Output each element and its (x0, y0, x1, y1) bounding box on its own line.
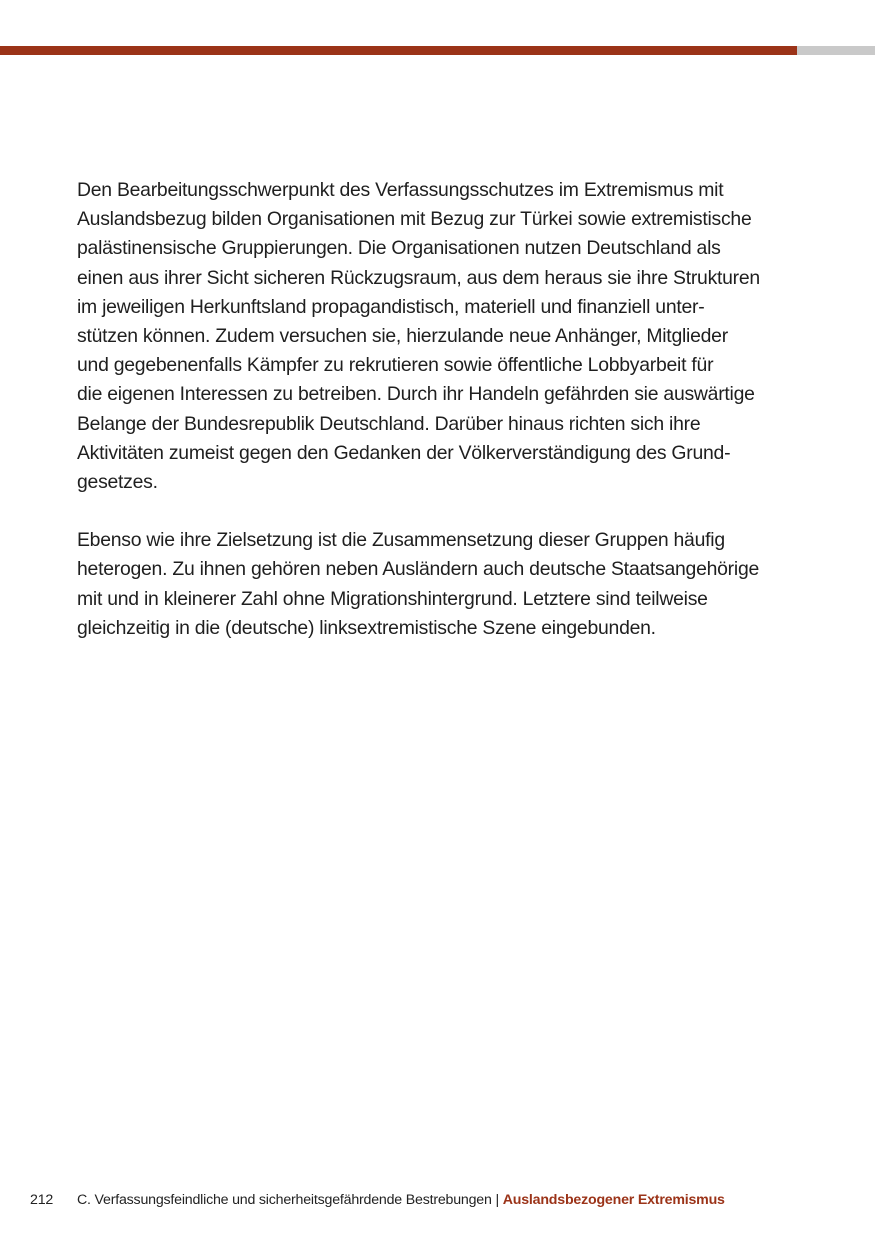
paragraph-line: Aktivitäten zumeist gegen den Gedanken der Völkerverständigung des Grund- (77, 441, 731, 464)
paragraph-line: und gegebenenfalls Kämpfer zu rekrutieren sowie öffentliche Lobbyarbeit für (77, 354, 714, 377)
section-title: Auslandsbezogener Extremismus (502, 1192, 725, 1208)
running-head (77, 1190, 725, 1210)
paragraph-line: Ebenso wie ihre Zielsetzung ist die Zusammensetzung dieser Gruppen häufig (77, 529, 725, 552)
paragraph-line: Auslandsbezug bilden Organisationen mit Bezug zur Türkei sowie extremistische (77, 208, 752, 231)
header-grey-bar (797, 46, 875, 55)
paragraph-line: im jeweiligen Herkunftsland propagandistisch, materiell und finanziell unter- (77, 295, 705, 318)
header-accent-bar (0, 46, 797, 55)
footer-separator: | (491, 1192, 503, 1208)
page-footer (30, 1190, 830, 1210)
paragraph-line: Den Bearbeitungsschwerpunkt des Verfassungsschutzes im Extremismus mit (77, 179, 724, 201)
paragraph-line: heterogen. Zu ihnen gehören neben Ausländern auch deutsche Staatsangehörige (77, 558, 760, 581)
paragraph-line: mit und in kleinerer Zahl ohne Migrationshintergrund. Letztere sind teilweise (77, 587, 708, 610)
page-number: 212 (30, 1192, 54, 1208)
paragraph-line: gleichzeitig in die (deutsche) linksextremistische Szene eingebunden. (77, 616, 656, 639)
paragraph-line: gesetzes. (77, 471, 158, 494)
paragraph-2 (77, 526, 793, 643)
paragraph-line: einen aus ihrer Sicht sicheren Rückzugsraum, aus dem heraus sie ihre Strukturen (77, 266, 760, 289)
paragraph-line: palästinensische Gruppierungen. Die Organisationen nutzen Deutschland als (77, 237, 721, 260)
paragraph-1 (77, 176, 793, 497)
chapter-title: C. Verfassungsfeindliche und sicherheitsgefährdende Bestrebungen (77, 1192, 492, 1208)
paragraph-line: die eigenen Interessen zu betreiben. Durch ihr Handeln gefährden sie auswärtige (77, 383, 755, 406)
paragraph-line: stützen können. Zudem versuchen sie, hierzulande neue Anhänger, Mitglieder (77, 325, 728, 348)
paragraph-line: Belange der Bundesrepublik Deutschland. Darüber hinaus richten sich ihre (77, 412, 701, 435)
body-text (77, 176, 793, 672)
